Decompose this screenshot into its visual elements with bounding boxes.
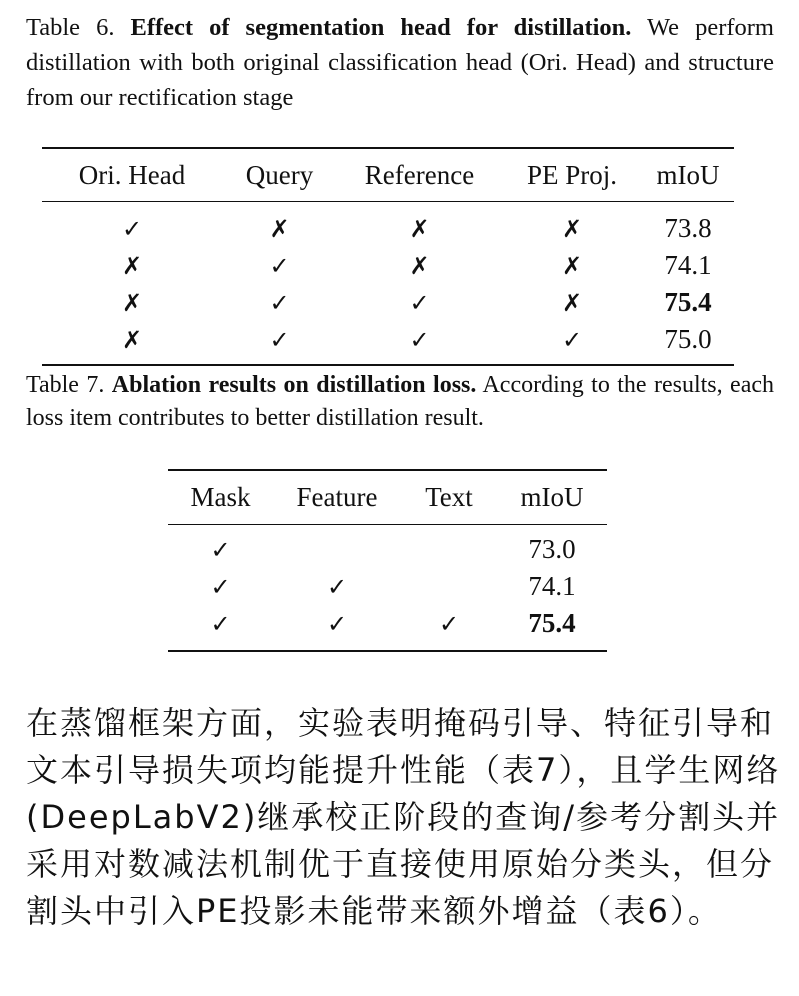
table7-cell-feature: ✓ bbox=[326, 609, 348, 638]
table7-cell-text bbox=[401, 525, 497, 569]
table7-caption-label: Table 7. bbox=[26, 372, 105, 398]
table6-row bbox=[42, 284, 734, 321]
table7-cell-feature bbox=[273, 525, 401, 569]
table7-caption-text: According to the results, each loss item contributes to better distillation result. bbox=[26, 372, 774, 431]
table6-cell-pe-proj: ✗ bbox=[561, 251, 583, 280]
table6-cell-reference: ✗ bbox=[409, 214, 430, 243]
table6-cell-miou: 75.4 bbox=[664, 287, 712, 317]
table7-row bbox=[168, 568, 607, 605]
table6-row bbox=[42, 247, 734, 284]
table7-caption bbox=[26, 369, 774, 435]
table6-header-row bbox=[42, 148, 734, 202]
table6-cell-query: ✓ bbox=[269, 288, 290, 317]
table7-header-row bbox=[168, 470, 607, 525]
table6-row bbox=[42, 202, 734, 248]
table6-cell-query: ✗ bbox=[269, 214, 290, 243]
table6-header-miou: mIoU bbox=[642, 148, 734, 202]
table6-caption-label: Table 6. bbox=[26, 14, 115, 41]
table6-caption-text: We perform distillation with both original classification head (Ori. Head) and structure from our rectification stage bbox=[26, 14, 774, 111]
table7-cell-mask: ✓ bbox=[210, 572, 231, 601]
table6-cell-reference: ✓ bbox=[409, 288, 430, 317]
chinese-summary: 在蒸馏框架方面，实验表明掩码引导、特征引导和文本引导损失项均能提升性能（表7），且学生网络(DeepLabV2)继承校正阶段的查询/参考分割头并采用对数减法机制优于直接使用原始分类头，但分割头中引入PE投影未能带来额外增益（表6）。 bbox=[26, 704, 781, 930]
table6-cell-miou: 75.0 bbox=[664, 324, 712, 354]
table7-header-text: Text bbox=[401, 470, 497, 525]
table6-cell-reference: ✗ bbox=[409, 251, 430, 280]
table6-header-ori-head: Ori. Head bbox=[42, 148, 222, 202]
table7-cell-miou: 73.0 bbox=[528, 534, 576, 564]
table6-cell-miou: 74.1 bbox=[664, 250, 712, 280]
table6-cell-pe-proj: ✓ bbox=[561, 325, 583, 354]
table6 bbox=[42, 147, 734, 366]
table7-row bbox=[168, 525, 607, 569]
table7-cell-miou: 75.4 bbox=[528, 608, 576, 638]
table6-caption bbox=[26, 10, 774, 115]
table7 bbox=[168, 469, 607, 652]
table7-cell-text bbox=[401, 568, 497, 605]
table7-cell-miou: 74.1 bbox=[528, 571, 576, 601]
table6-row bbox=[42, 321, 734, 365]
table7-header-miou: mIoU bbox=[497, 470, 607, 525]
table6-cell-query: ✓ bbox=[269, 325, 290, 354]
table7-header-feature: Feature bbox=[273, 470, 401, 525]
table7-header-mask: Mask bbox=[168, 470, 273, 525]
table6-cell-ori-head: ✗ bbox=[121, 288, 143, 317]
table6-cell-miou: 73.8 bbox=[664, 213, 712, 243]
table6-cell-ori-head: ✓ bbox=[121, 214, 143, 243]
table7-cell-mask: ✓ bbox=[210, 609, 231, 638]
table6-cell-ori-head: ✗ bbox=[121, 251, 143, 280]
table6-header-query: Query bbox=[222, 148, 337, 202]
table7-cell-feature: ✓ bbox=[326, 572, 348, 601]
table6-cell-pe-proj: ✗ bbox=[561, 214, 583, 243]
table6-header-reference: Reference bbox=[337, 148, 502, 202]
table6-header-pe-proj: PE Proj. bbox=[502, 148, 642, 202]
table7-caption-title: Ablation results on distillation loss. bbox=[111, 372, 477, 398]
table6-cell-pe-proj: ✗ bbox=[561, 288, 583, 317]
table6-caption-title: Effect of segmentation head for distillation. bbox=[130, 14, 632, 41]
table7-cell-mask: ✓ bbox=[210, 535, 231, 564]
table6-cell-reference: ✓ bbox=[409, 325, 430, 354]
table7-cell-text: ✓ bbox=[438, 609, 460, 638]
table6-cell-ori-head: ✗ bbox=[121, 325, 143, 354]
table7-row bbox=[168, 605, 607, 651]
table6-cell-query: ✓ bbox=[269, 251, 290, 280]
